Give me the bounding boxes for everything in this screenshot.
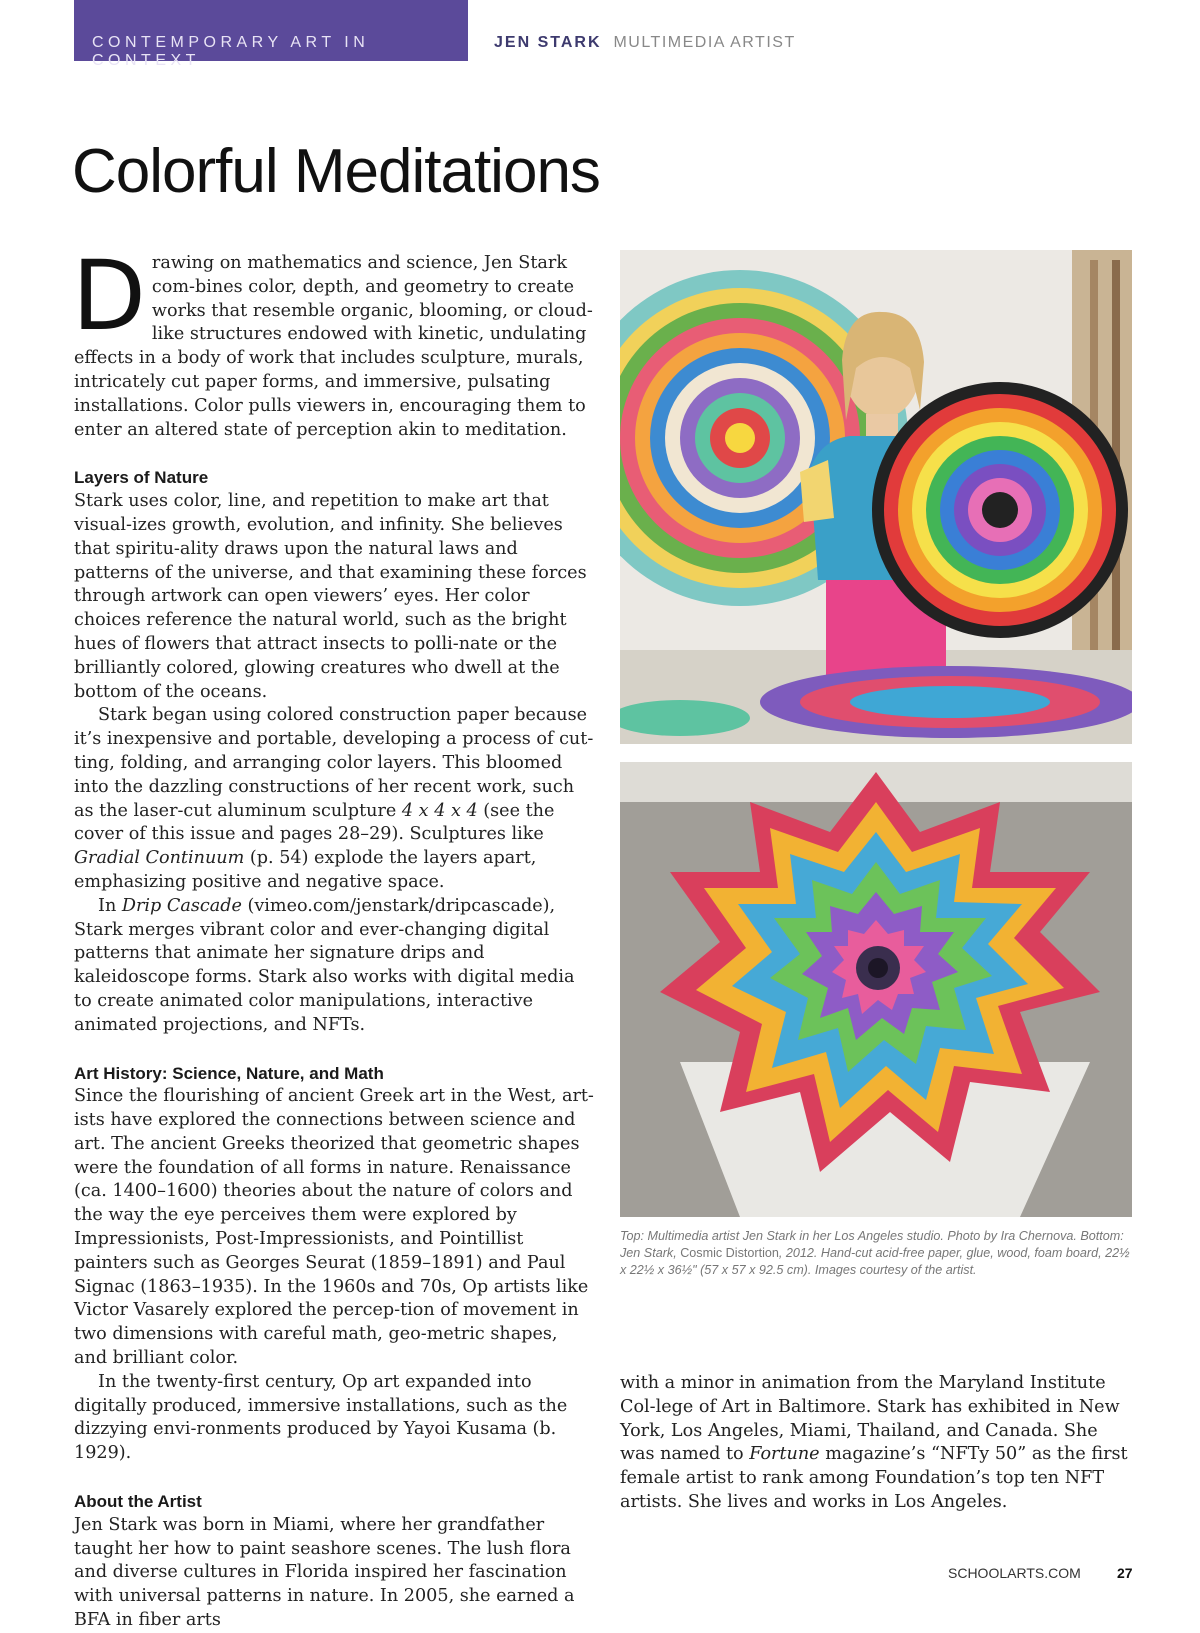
text-run: Stark began using colored construction paper because it’s inexpensive and portable, developing a process of cut-ting, folding, and arranging color layers. This bloomed into the dazzling constructions of her recent work, such as the laser-cut aluminum sculpture (74, 705, 594, 821)
page-number: 27 (1117, 1565, 1133, 1581)
text-run: (see the cover of this issue and pages 28–29). Sculptures like (74, 800, 555, 845)
heading-art-history: Art History: Science, Nature, and Math (74, 1063, 384, 1083)
sculpture-photo-graphic (620, 762, 1132, 1217)
caption-artwork-title: Cosmic Distortion (680, 1245, 779, 1260)
intro-paragraph (72, 240, 596, 442)
paragraph: In the twenty-first century, Op art expanded into digitally produced, immersive installations, such as the dizzying envi-ronments produced by Yayoi Kusama (b. 1929). (74, 1371, 568, 1464)
paragraph (74, 895, 596, 1038)
paragraph: Jen Stark was born in Miami, where her grandfather taught her how to paint seashore scenes. The lush flora and diverse cultures in Florida inspired her fascination with universal patterns in nature. In 2005, she earned a BFA in fiber arts (74, 1514, 575, 1631)
studio-photo-graphic (620, 250, 1132, 744)
right-column (620, 1372, 1130, 1515)
sculpture-photo (620, 762, 1132, 1217)
artist-name: JEN STARK (494, 34, 602, 51)
artist-header (494, 34, 796, 52)
artwork-title: Gradial Continuum (74, 848, 245, 869)
footer-website: SCHOOLARTS.COM (948, 1565, 1081, 1581)
article-title: Colorful Meditations (72, 137, 600, 206)
paragraph: Since the flourishing of ancient Greek art in the West, art-ists have explored the connections between science and art. The ancient Greeks theorized that geometric shapes were the foundation of all forms in nature. Renaissance (ca. 1400–1600) theories about the nature of colors and the way the eye perceives them were explored by Impressionists, Post-Impressionists, and Pointillist painters such as Georges Seurat (1859–1891) and Paul Signac (1863–1935). In the 1960s and 70s, Op artists like Victor Vasarely explored the percep-tion of movement in two dimensions with careful math, geo-metric shapes, and brilliant color. (74, 1086, 594, 1369)
left-column (72, 240, 596, 1633)
text-run: In (98, 895, 122, 916)
heading-layers-of-nature: Layers of Nature (74, 468, 209, 488)
text-run: with a minor in animation from the Maryland Institute Col-lege of Art in Baltimore. Stark has exhibited in New York, Los Angeles, Miami, Thailand, and Canada. She was named to (620, 1373, 1120, 1465)
paragraph (74, 704, 596, 894)
paragraph (620, 1372, 1130, 1515)
caption-text: Top: Multimedia artist Jen Stark in her Los Angeles studio. Photo by Ira Chernova. Bottom: Jen Stark, (620, 1229, 1124, 1260)
artist-role: MULTIMEDIA ARTIST (613, 34, 796, 51)
photo-caption (620, 1228, 1132, 1278)
text-run: (p. 54) explode the layers apart, emphasizing positive and negative space. (74, 848, 537, 892)
artwork-title: 4 x 4 x 4 (401, 800, 478, 821)
drop-cap: D (72, 240, 146, 352)
publication-title: Fortune (749, 1444, 820, 1465)
text-run: magazine’s “NFTy 50” as the first female artist to rank among Foundation’s top ten NFT artists. She lives and works in Los Angeles. (620, 1444, 1128, 1512)
intro-text: rawing on mathematics and science, Jen Stark com-bines color, depth, and geometry to create works that resemble organic, blooming, or cloud-like structures endowed with kinetic, undulating effects in a body of work that includes sculpture, murals, intricately cut paper forms, and immersive, pulsating installations. Color pulls viewers in, encouraging them to enter an altered state of perception akin to meditation. (74, 253, 593, 440)
heading-about-the-artist: About the Artist (74, 1492, 202, 1512)
right-mandala (872, 382, 1128, 638)
text-run: (vimeo.com/jenstark/dripcascade), Stark merges vibrant color and ever-changing digital patterns that animate her signature drips and kaleidoscope forms. Stark also works with digital media to create animated color manipulations, interactive animated projections, and NFTs. (74, 895, 575, 1035)
paragraph: Stark uses color, line, and repetition to make art that visual-izes growth, evolution, and infinity. She believes that spiritu-ality draws upon the natural laws and patterns of the universe, and that examining these forces through artwork can open viewers’ eyes. Her color choices reference the natural world, such as the bright hues of flowers that attract insects to polli-nate or the brilliantly colored, glowing creatures who dwell at the bottom of the oceans. (74, 491, 587, 702)
caption-text: , 2012. Hand-cut acid-free paper, glue, wood, foam board, 22½ x 22½ x 36½" (57 x 57 x 92.5 cm). Images courtesy of the artist. (620, 1245, 1130, 1277)
section-label: CONTEMPORARY ART IN CONTEXT (92, 34, 370, 69)
artwork-title: Drip Cascade (121, 895, 242, 916)
studio-photo (620, 250, 1132, 744)
section-banner (74, 0, 468, 69)
